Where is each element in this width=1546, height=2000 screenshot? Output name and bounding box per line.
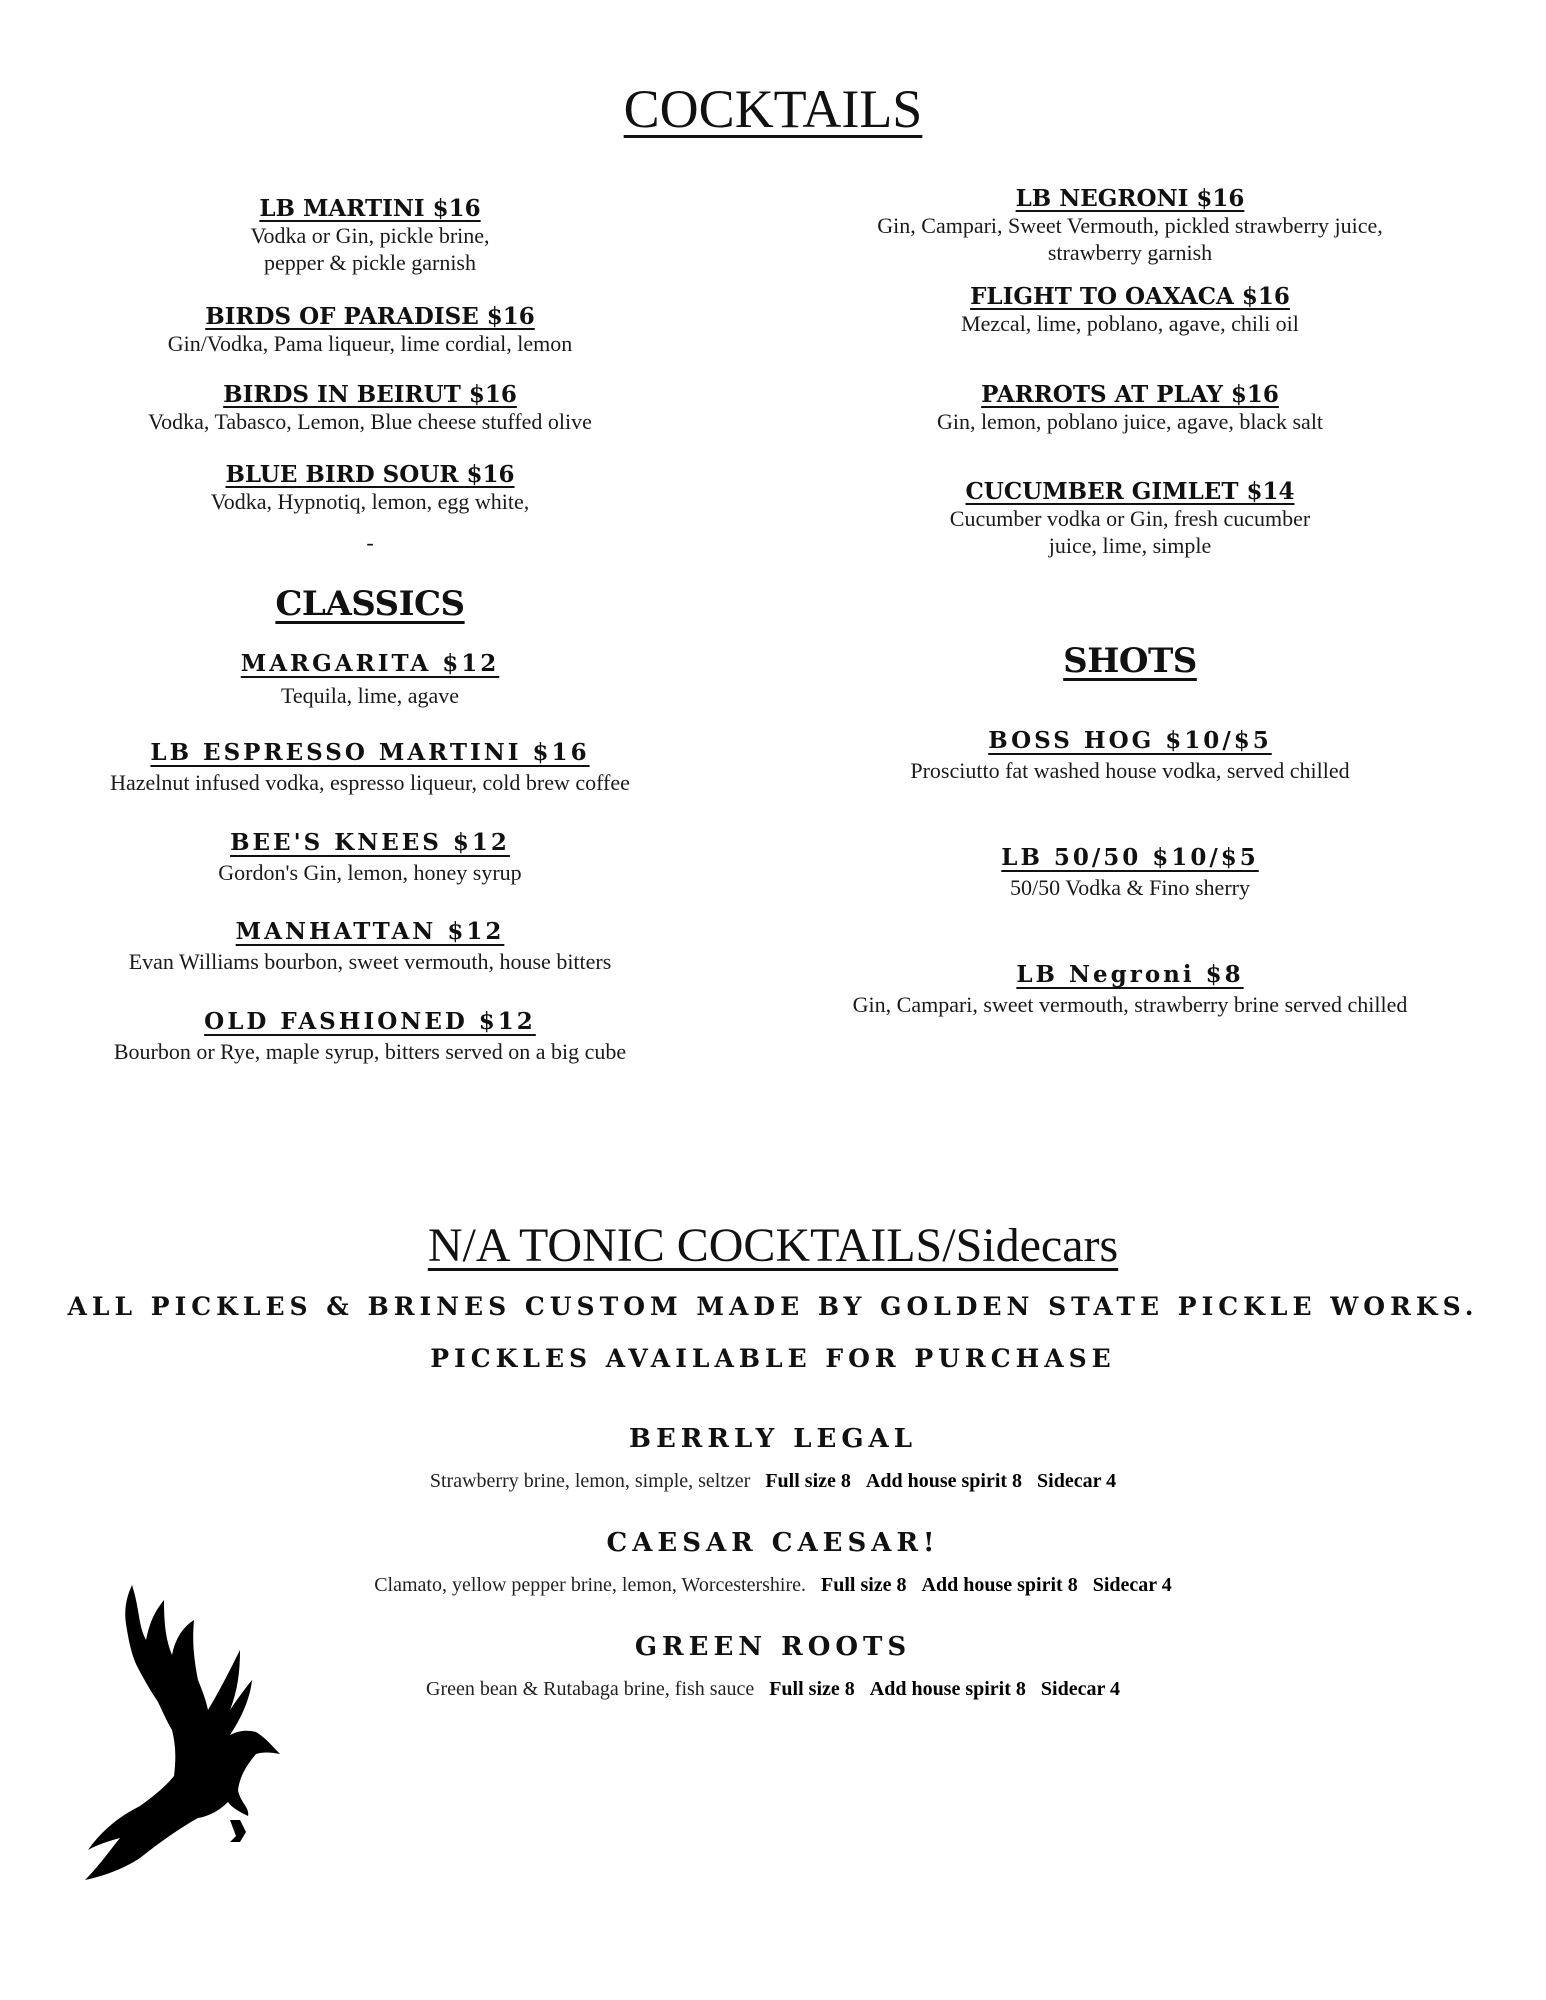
na-item-desc: [0, 1470, 1546, 1493]
shot-desc: 50/50 Vodka & Fino sherry: [1010, 875, 1250, 900]
na-ingredients: Strawberry brine, lemon, simple, seltzer: [429, 1470, 751, 1492]
cocktail-desc: Vodka, Hypnotiq, lemon, egg white,: [210, 489, 530, 514]
cocktail-desc: juice, lime, simple: [1048, 533, 1212, 558]
shot-desc: Prosciutto fat washed house vodka, served chilled: [910, 758, 1350, 783]
na-ingredients: Green bean & Rutabaga brine, fish sauce: [426, 1678, 755, 1700]
classic-name: LB ESPRESSO MARTINI $16: [150, 739, 590, 766]
cocktail-item: [60, 462, 680, 515]
na-item-name: CAESAR CAESAR!: [606, 1528, 940, 1558]
na-add-spirit: Add house spirit 8: [865, 1470, 1023, 1492]
classic-item: [60, 650, 680, 709]
bird-silhouette-icon: [80, 1580, 290, 1880]
cocktail-name: LB MARTINI $16: [259, 195, 481, 222]
cocktail-desc: Vodka or Gin, pickle brine,: [250, 223, 490, 248]
page-title: COCKTAILS: [623, 79, 923, 139]
shot-item: [800, 961, 1460, 1018]
cocktail-item: [60, 304, 680, 357]
na-sidecar: Sidecar 4: [1092, 1574, 1172, 1596]
cocktail-desc: Vodka, Tabasco, Lemon, Blue cheese stuffed olive: [148, 409, 592, 434]
cocktail-item: [60, 382, 680, 435]
shot-name: LB Negroni $8: [1016, 961, 1244, 988]
na-sidecar: Sidecar 4: [1040, 1678, 1120, 1700]
cocktail-name: PARROTS AT PLAY $16: [981, 381, 1279, 408]
classic-name: OLD FASHIONED $12: [204, 1008, 536, 1035]
cocktail-name: BLUE BIRD SOUR $16: [225, 461, 515, 488]
na-add-spirit: Add house spirit 8: [921, 1574, 1078, 1596]
shots-title: SHOTS: [1063, 641, 1197, 681]
shot-desc: Gin, Campari, sweet vermouth, strawberry brine served chilled: [852, 992, 1408, 1017]
classics-title: CLASSICS: [275, 584, 465, 624]
classic-name: MANHATTAN $12: [235, 918, 505, 945]
na-ingredients: Clamato, yellow pepper brine, lemon, Worcestershire.: [374, 1574, 806, 1596]
classic-name: MARGARITA $12: [240, 650, 500, 677]
na-full-size: Full size 8: [769, 1678, 855, 1700]
classic-desc: Evan Williams bourbon, sweet vermouth, house bitters: [128, 949, 612, 974]
shot-name: BOSS HOG $10/$5: [988, 727, 1272, 754]
classic-name: BEE'S KNEES $12: [230, 829, 510, 856]
classic-desc: Gordon's Gin, lemon, honey syrup: [218, 860, 522, 885]
cocktail-name: CUCUMBER GIMLET $14: [965, 478, 1295, 505]
classic-desc: Hazelnut infused vodka, espresso liqueur, cold brew coffee: [110, 770, 630, 795]
cocktail-desc: Gin/Vodka, Pama liqueur, lime cordial, lemon: [167, 331, 573, 356]
classic-item: [60, 1008, 680, 1065]
cocktail-name: FLIGHT TO OAXACA $16: [970, 283, 1290, 310]
cocktail-desc: Cucumber vodka or Gin, fresh cucumber: [949, 506, 1311, 531]
classic-item: [60, 829, 680, 886]
pickle-note: ALL PICKLES & BRINES CUSTOM MADE BY GOLDEN STATE PICKLE WORKS.: [67, 1292, 1479, 1321]
na-full-size: Full size 8: [765, 1470, 851, 1492]
pickle-note: PICKLES AVAILABLE FOR PURCHASE: [430, 1344, 1116, 1373]
na-title: N/A TONIC COCKTAILS/Sidecars: [427, 1219, 1119, 1272]
shot-item: [800, 727, 1460, 784]
na-item-name: GREEN ROOTS: [634, 1632, 912, 1662]
cocktail-item: [60, 196, 680, 276]
shot-name: LB 50/50 $10/$5: [1001, 844, 1259, 871]
cocktail-desc: Mezcal, lime, poblano, agave, chili oil: [961, 311, 1299, 336]
classic-item: [60, 918, 680, 975]
na-add-spirit: Add house spirit 8: [869, 1678, 1026, 1700]
cocktail-item: [800, 382, 1460, 435]
cocktail-desc: strawberry garnish: [1047, 240, 1213, 265]
cocktail-desc: pepper & pickle garnish: [264, 250, 476, 275]
cocktail-item: [800, 284, 1460, 337]
na-full-size: Full size 8: [821, 1574, 907, 1596]
shot-item: [800, 844, 1460, 901]
classic-desc: Bourbon or Rye, maple syrup, bitters served on a big cube: [113, 1039, 627, 1064]
cocktail-item: [800, 479, 1460, 559]
cocktail-name: BIRDS IN BEIRUT $16: [223, 381, 517, 408]
cocktail-desc: Gin, Campari, Sweet Vermouth, pickled strawberry juice,: [877, 213, 1383, 238]
na-sidecar: Sidecar 4: [1037, 1470, 1117, 1492]
cocktail-item: [800, 186, 1460, 266]
classic-item: [60, 739, 680, 796]
na-item-name: BERRLY LEGAL: [629, 1424, 917, 1454]
classic-desc: Tequila, lime, agave: [280, 683, 460, 708]
separator: -: [366, 530, 374, 555]
cocktail-desc: Gin, lemon, poblano juice, agave, black salt: [936, 409, 1324, 434]
cocktail-name: LB NEGRONI $16: [1015, 185, 1245, 212]
cocktail-name: BIRDS OF PARADISE $16: [205, 303, 535, 330]
